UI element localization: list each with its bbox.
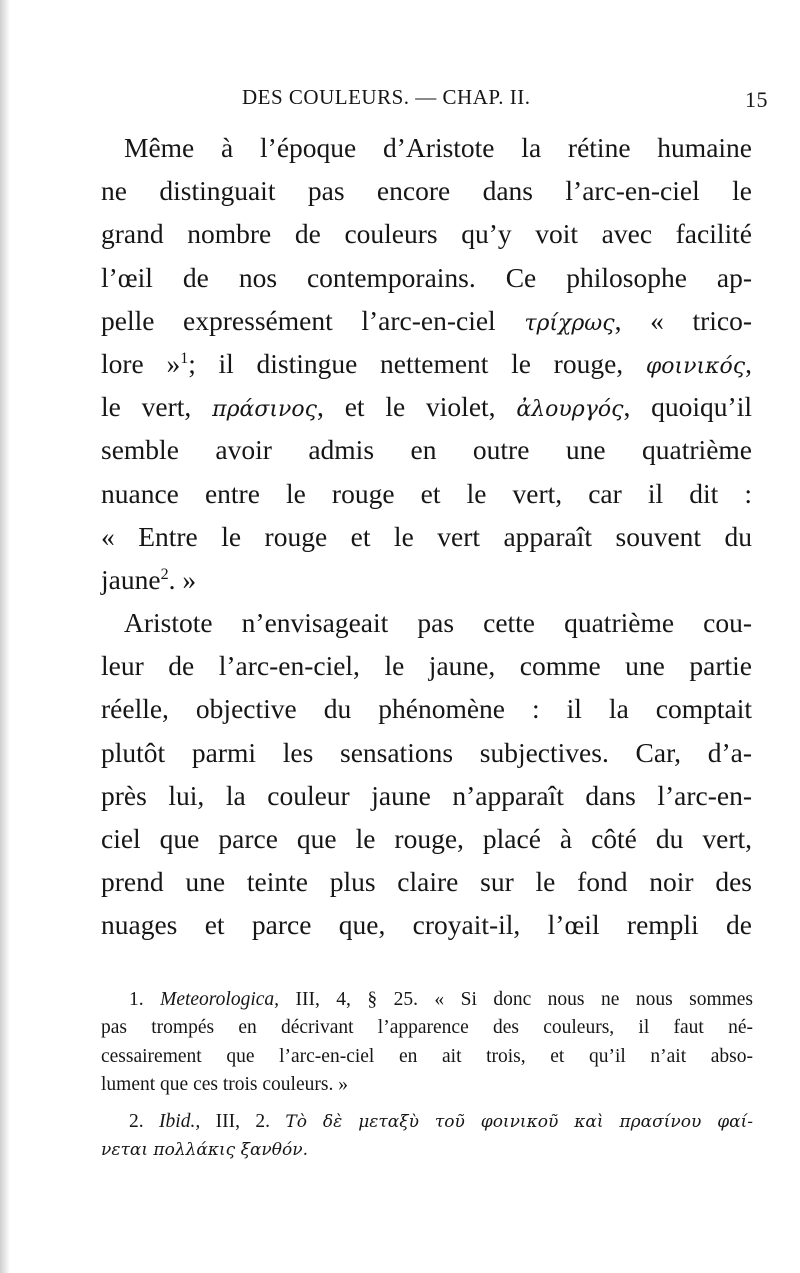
text-line: semble avoir admis en outre une quatrième xyxy=(101,434,752,466)
footnote-line: pas trompés en décrivant l’apparence des couleurs, il faut né- xyxy=(101,1017,753,1039)
greek-word: πράσινος xyxy=(212,397,317,423)
text-line: « Entre le rouge et le vert apparaît souvent du xyxy=(101,520,752,552)
footnote-line: lument que ces trois couleurs. » xyxy=(101,1074,348,1096)
running-title: DES COULEURS. — CHAP. II. xyxy=(242,85,531,109)
text-line: Aristote n’envisageait pas cette quatrième cou- xyxy=(124,607,752,639)
greek-quote: Τὸ δὲ μεταξὺ τοῦ φοινικοῦ καὶ πρασίνου φαί- xyxy=(285,1111,754,1132)
work-title: Meteorologica, xyxy=(160,989,280,1010)
work-title: Ibid., xyxy=(159,1110,201,1132)
footnote-line xyxy=(101,1136,753,1164)
text-line: réelle, objective du phénomène : il la comptait xyxy=(101,693,752,725)
text-line: ciel que parce que le rouge, placé à côté du vert, xyxy=(101,823,752,854)
text-line: le vert, πράσινος, et le violet, ἀλουργός, quoiqu’il xyxy=(101,391,752,423)
text-line: ne distinguait pas encore dans l’arc-en-ciel le xyxy=(101,175,752,207)
main-text xyxy=(101,126,752,947)
text-line: prend une teinte plus claire sur le fond noir des xyxy=(101,866,752,898)
footnote-2: 2. Ibid., III, 2. Τὸ δὲ μεταξὺ τοῦ φοινικοῦ καὶ πρασίνου φαί- xyxy=(129,1110,754,1132)
text-line: nuages et parce que, croyait-il, l’œil rempli de xyxy=(101,909,752,941)
greek-word: φοινικός xyxy=(645,353,746,379)
text-line: lore »$^1$; il distingue nettement le rouge, φοινικός, xyxy=(101,347,752,379)
footnotes xyxy=(101,986,753,1164)
text-line: l’œil de nos contemporains. Ce philosophe ap- xyxy=(101,261,752,293)
text-line: Même à l’époque d’Aristote la rétine humaine xyxy=(124,132,752,163)
text-line: près lui, la couleur jaune n’apparaît dans l’arc-en- xyxy=(101,779,752,811)
page-header xyxy=(100,85,768,115)
footnote-1: 1. Meteorologica, III, 4, § 25. « Si donc nous ne nous sommes xyxy=(129,989,754,1010)
footnote-line: cessairement que l’arc-en-ciel en ait trois, et qu’il n’ait abso- xyxy=(101,1045,753,1067)
text-line: nuance entre le rouge et le vert, car il dit : xyxy=(101,477,752,509)
text-line: grand nombre de couleurs qu’y voit avec facilité xyxy=(101,218,752,250)
text-line: jaune$^2$. » xyxy=(101,563,197,595)
greek-word: ἀλουργός xyxy=(516,397,624,423)
text-line: pelle expressément l’arc-en-ciel τρίχρως, « trico- xyxy=(101,304,752,336)
text-line: plutôt parmi les sensations subjectives. Car, d’a- xyxy=(101,736,752,768)
page-number: 15 xyxy=(745,87,768,112)
greek-word: τρίχρως xyxy=(524,310,615,336)
footnote-ref: 2 xyxy=(160,565,169,583)
greek-quote: νεται πολλάκις ξανθόν. xyxy=(101,1140,308,1161)
text-line: leur de l’arc-en-ciel, le jaune, comme une partie xyxy=(101,650,752,682)
footnote-ref: 1 xyxy=(180,349,189,367)
